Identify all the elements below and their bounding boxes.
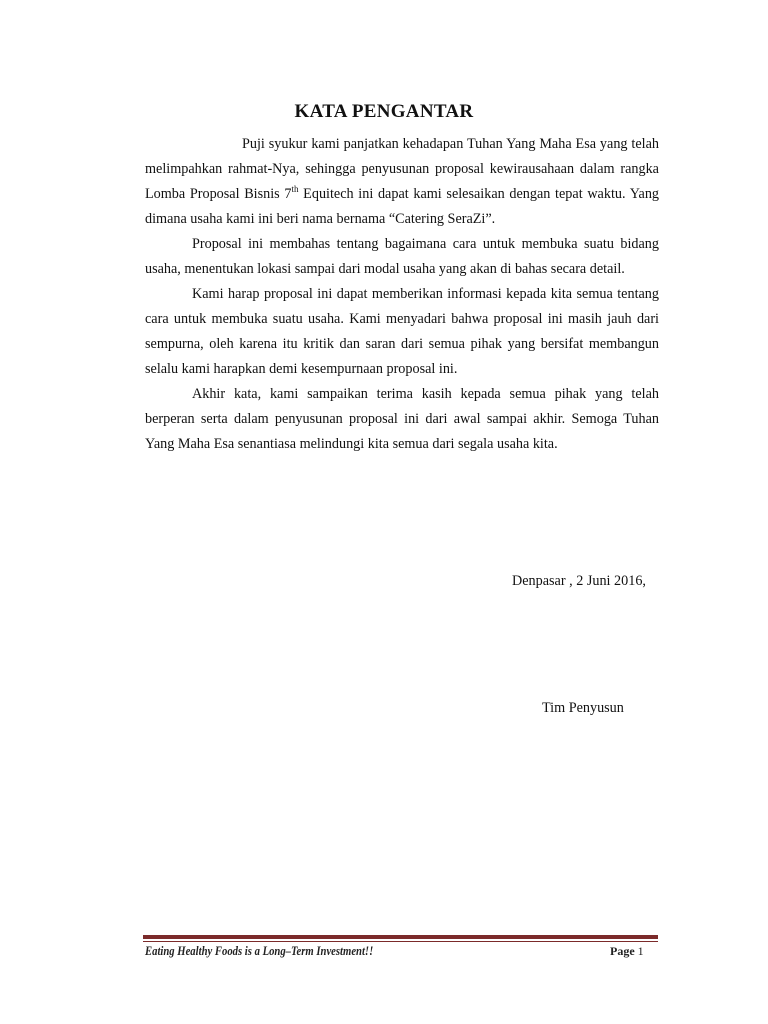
document-body [145, 132, 659, 457]
paragraph-4: Akhir kata, kami sampaikan terima kasih kepada semua pihak yang telah berperan serta dalam penyusunan proposal ini dari awal sampai akhir. Semoga Tuhan Yang Maha Esa senantiasa melindungi kita semua dari segala usaha kita. [145, 386, 659, 452]
paragraph-1 [145, 132, 659, 232]
paragraph-1-text-end: Equitech ini dapat kami selesaikan dengan tepat waktu. Yang dimana usaha kami ini beri nama bernama “Catering SeraZi”. [145, 186, 660, 227]
page-number: 1 [637, 944, 644, 958]
ordinal-suffix: th [291, 184, 299, 194]
footer-tagline: Eating Healthy Foods is a Long–Term Investment!! [145, 943, 374, 958]
paragraph-2: Proposal ini membahas tentang bagaimana cara untuk membuka suatu bidang usaha, menentukan lokasi sampai dari modal usaha yang akan di bahas secara detail. [145, 236, 659, 277]
paragraph-3: Kami harap proposal ini dapat memberikan informasi kepada kita semua tentang cara untuk membuka suatu usaha. Kami menyadari bahwa proposal ini masih jauh dari sempurna, oleh karena itu kritik dan saran dari semua pihak yang bersifat membangun selalu kami harapkan demi kesempurnaan proposal ini. [145, 286, 659, 377]
footer-divider-thick [143, 935, 658, 939]
place-date: Denpasar , 2 Juni 2016, [512, 573, 646, 589]
page-number-indicator [610, 944, 644, 959]
document-title: KATA PENGANTAR [294, 101, 474, 122]
footer-divider-thin [143, 941, 658, 942]
page-label: Page [610, 944, 635, 958]
paragraph-1-text-start: Puji syukur kami panjatkan kehadapan Tuhan Yang Maha Esa yang telah melimpahkan rahmat-Nya, sehingga penyusunan proposal kewirausahaan dalam rangka Lomba Proposal Bisnis 7 [145, 136, 659, 202]
author-signature: Tim Penyusun [542, 700, 624, 716]
